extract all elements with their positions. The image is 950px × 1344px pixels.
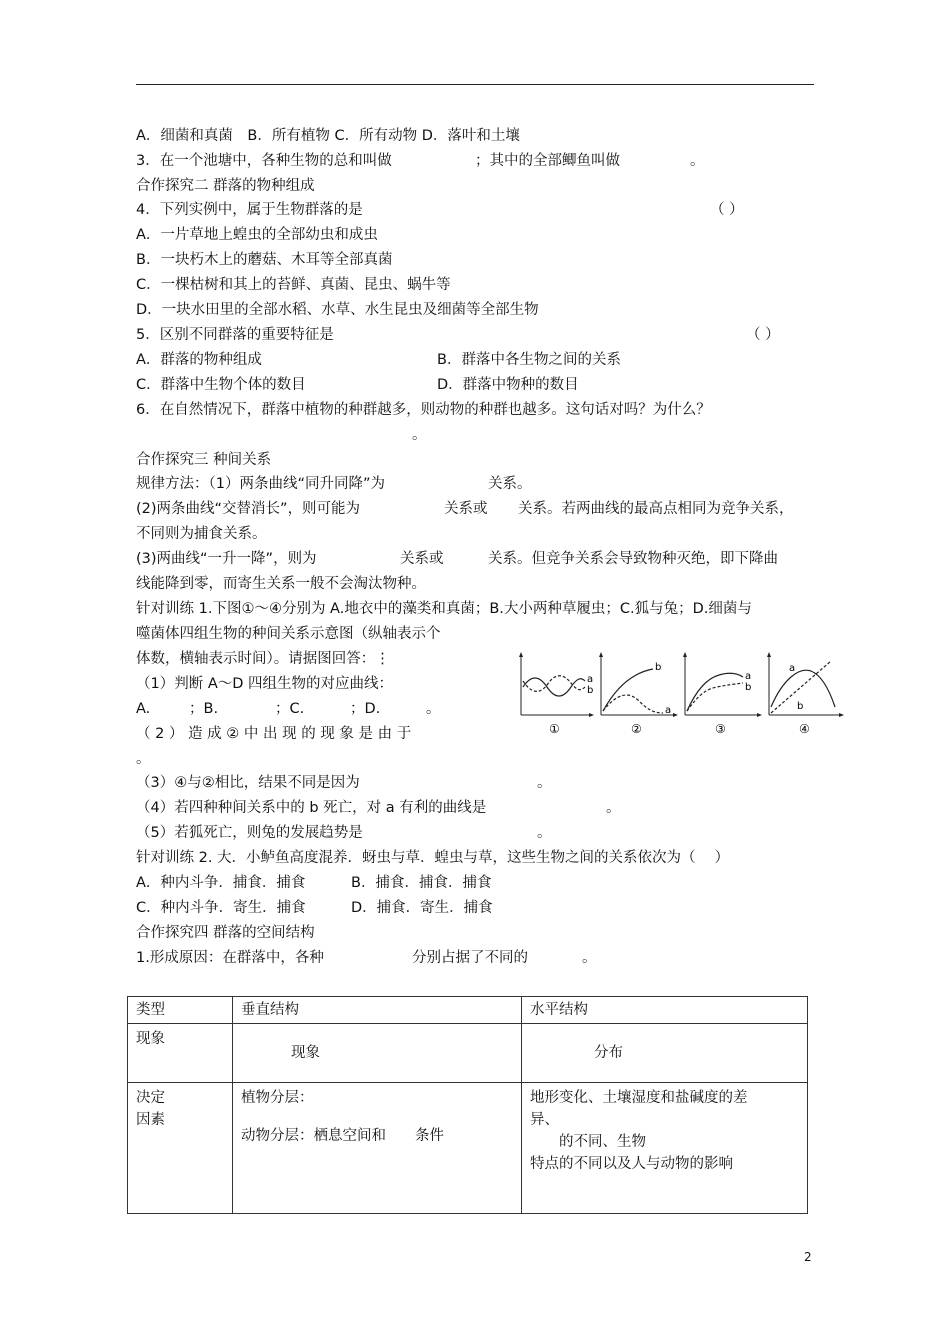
table-header-vertical: 垂直结构 [233, 997, 522, 1024]
table-header-type: 类型 [128, 997, 233, 1024]
exercise-1-q2-end: 。 [136, 751, 151, 767]
exercise-2-option-d: D．捕食．寄生．捕食 [351, 900, 493, 916]
exercise-1-q1: （1）判断 A～D 四组生物的对应曲线： [136, 676, 394, 692]
exercise-1-q1-b: ；B. [189, 701, 219, 717]
q4-paren: （ ） [710, 202, 744, 218]
formation-reason: 1.形成原因：在群落中，各种 [136, 950, 324, 966]
formation-reason-end: 。 [582, 950, 597, 966]
exercise-1-q5: （5）若狐死亡，则兔的发展趋势是 [136, 825, 363, 841]
q5-paren: （ ） [746, 327, 780, 343]
graph-4-number: ④ [799, 722, 810, 736]
exercise-1-intro-2: 噬菌体四组生物的种间关系示意图（纵轴表示个 [136, 626, 441, 642]
graph-1 [519, 652, 594, 736]
species-relation-figure [513, 649, 845, 739]
formation-reason-mid: 分别占据了不同的 [412, 950, 528, 966]
graph-3 [683, 652, 762, 736]
horizontal-factors-line-3: 的不同、生物 [530, 1134, 646, 1150]
table-cell-vertical-phenomenon: 现象 [233, 1024, 522, 1083]
exercise-1-q5-end: 。 [537, 825, 552, 841]
q4-option-b: B．一块朽木上的蘑菇、木耳等全部真菌 [136, 252, 393, 268]
animal-layering: 动物分层：栖息空间和 条件 [241, 1128, 444, 1144]
q3-prompt: 3．在一个池塘中，各种生物的总和叫做 [136, 153, 392, 169]
spatial-structure-table [127, 996, 808, 1214]
section-3-title: 合作探究三 种间关系 [136, 452, 272, 468]
exercise-1-q2: （ 2 ） 造 成 ② 中 出 现 的 现 象 是 由 于 [136, 726, 412, 742]
exercise-2-option-b: B．捕食．捕食．捕食 [351, 875, 492, 891]
header-rule [136, 84, 814, 85]
q3-end: 。 [690, 153, 705, 169]
rule-2-mid: 关系或 [444, 501, 488, 517]
rule-1: 规律方法：（1）两条曲线“同升同降”为 [136, 476, 385, 492]
section-4-title: 合作探究四 群落的空间结构 [136, 925, 315, 941]
table-row-factors [128, 1083, 808, 1214]
graph-3-number: ③ [715, 722, 726, 736]
plant-layering: 植物分层： [241, 1090, 314, 1106]
q4-option-a: A．一片草地上蝗虫的全部幼虫和成虫 [136, 227, 378, 243]
q5-option-a: A．群落的物种组成 [136, 352, 262, 368]
exercise-1-q3-end: 。 [537, 775, 552, 791]
q5-option-b: B．群落中各生物之间的关系 [437, 352, 621, 368]
exercise-1-q4-end: 。 [606, 800, 621, 816]
exercise-1-q4: （4）若四种种间关系中的 b 死亡，对 a 有利的曲线是 [136, 800, 487, 816]
graph-2-label-b: b [655, 662, 662, 673]
exercise-1-intro-3: 体数，横轴表示时间）。请据图回答：⋮ [136, 651, 390, 667]
exercise-2-option-c: C．种内斗争．寄生．捕食 [136, 900, 306, 916]
graph-4-label-b: b [797, 701, 804, 712]
graph-4 [767, 652, 844, 736]
graph-2 [599, 652, 678, 736]
q4-option-d: D．一块水田里的全部水稻、水草、水生昆虫及细菌等全部生物 [136, 302, 539, 318]
exercise-1-intro: 针对训练 1.下图①～④分别为 A.地衣中的藻类和真菌；B.大小两种草履虫；C.狐与兔；D.细菌与 [136, 601, 752, 617]
table-header-row [128, 997, 808, 1024]
exercise-2-option-a: A．种内斗争．捕食．捕食 [136, 875, 306, 891]
graph-3-label-b: b [745, 682, 752, 693]
rule-3: (3)两曲线“一升一降”，则为 [136, 551, 317, 567]
q4-prompt: 4．下列实例中，属于生物群落的是 [136, 202, 363, 218]
q3-mid: ；其中的全部鲫鱼叫做 [475, 153, 620, 169]
exercise-2-prompt: 针对训练 2. 大．小鲈鱼高度混养．蚜虫与草．蝗虫与草，这些生物之间的关系依次为（ ） [136, 850, 730, 866]
horizontal-factors-line-4: 特点的不同以及人与动物的影响 [530, 1156, 733, 1172]
graph-3-label-a: a [745, 671, 752, 682]
table-cell-phenomenon-label: 现象 [128, 1024, 233, 1083]
q2-options: A．细菌和真菌 B．所有植物 C．所有动物 D．落叶和土壤 [136, 128, 520, 144]
q5-prompt: 5．区别不同群落的重要特征是 [136, 327, 334, 343]
table-row-phenomenon [128, 1024, 808, 1083]
graph-1-label-b: b [587, 685, 594, 696]
q5-option-d: D．群落中物种的数目 [437, 377, 579, 393]
table-cell-vertical-factors [233, 1083, 522, 1214]
horizontal-factors-line-1: 地形变化、土壤湿度和盐碱度的差 [530, 1090, 748, 1106]
rule-2-end: 关系。若两曲线的最高点相同为竞争关系， [518, 501, 794, 517]
exercise-1-q1-d: ；D. [350, 701, 381, 717]
graph-2-number: ② [631, 722, 642, 736]
table-cell-horizontal-distribution: 分布 [522, 1024, 808, 1083]
exercise-1-q1-a: A. [136, 701, 151, 717]
q5-option-c: C．群落中生物个体的数目 [136, 377, 306, 393]
table-cell-factors-label [128, 1083, 233, 1214]
graph-1-number: ① [549, 722, 560, 736]
rule-1-end: 关系。 [488, 476, 532, 492]
graph-4-label-a: a [789, 663, 796, 674]
rule-3-end: 关系。但竞争关系会导致物种灭绝，即下降曲 [488, 551, 778, 567]
exercise-1-q3: （3）④与②相比，结果不同是因为 [136, 775, 360, 791]
section-2-title: 合作探究二 群落的物种组成 [136, 178, 315, 194]
q4-option-c: C．一棵枯树和其上的苔鲜、真菌、昆虫、蜗牛等 [136, 277, 451, 293]
q6-answer-end: 。 [412, 427, 427, 443]
graph-2-label-a: a [665, 705, 672, 716]
rule-2: (2)两条曲线“交替消长”，则可能为 [136, 501, 361, 517]
horizontal-factors-line-2: 异、 [530, 1112, 559, 1128]
exercise-1-q1-end: 。 [426, 701, 441, 717]
table-header-horizontal: 水平结构 [522, 997, 808, 1024]
graph-1-label-a: a [587, 674, 594, 685]
factors-label-line-2: 因素 [136, 1112, 165, 1128]
factors-label-line-1: 决定 [136, 1090, 165, 1106]
rule-3-mid: 关系或 [400, 551, 444, 567]
exercise-1-q1-c: ；C. [275, 701, 305, 717]
q6-prompt: 6．在自然情况下，群落中植物的种群越多，则动物的种群也越多。这句话对吗？为什么？ [136, 402, 711, 418]
rule-2-cont: 不同则为捕食关系。 [136, 526, 267, 542]
page-number: 2 [804, 1250, 812, 1264]
rule-3-cont: 线能降到零，而寄生关系一般不会淘汰物种。 [136, 576, 426, 592]
table-cell-horizontal-factors [522, 1083, 808, 1214]
